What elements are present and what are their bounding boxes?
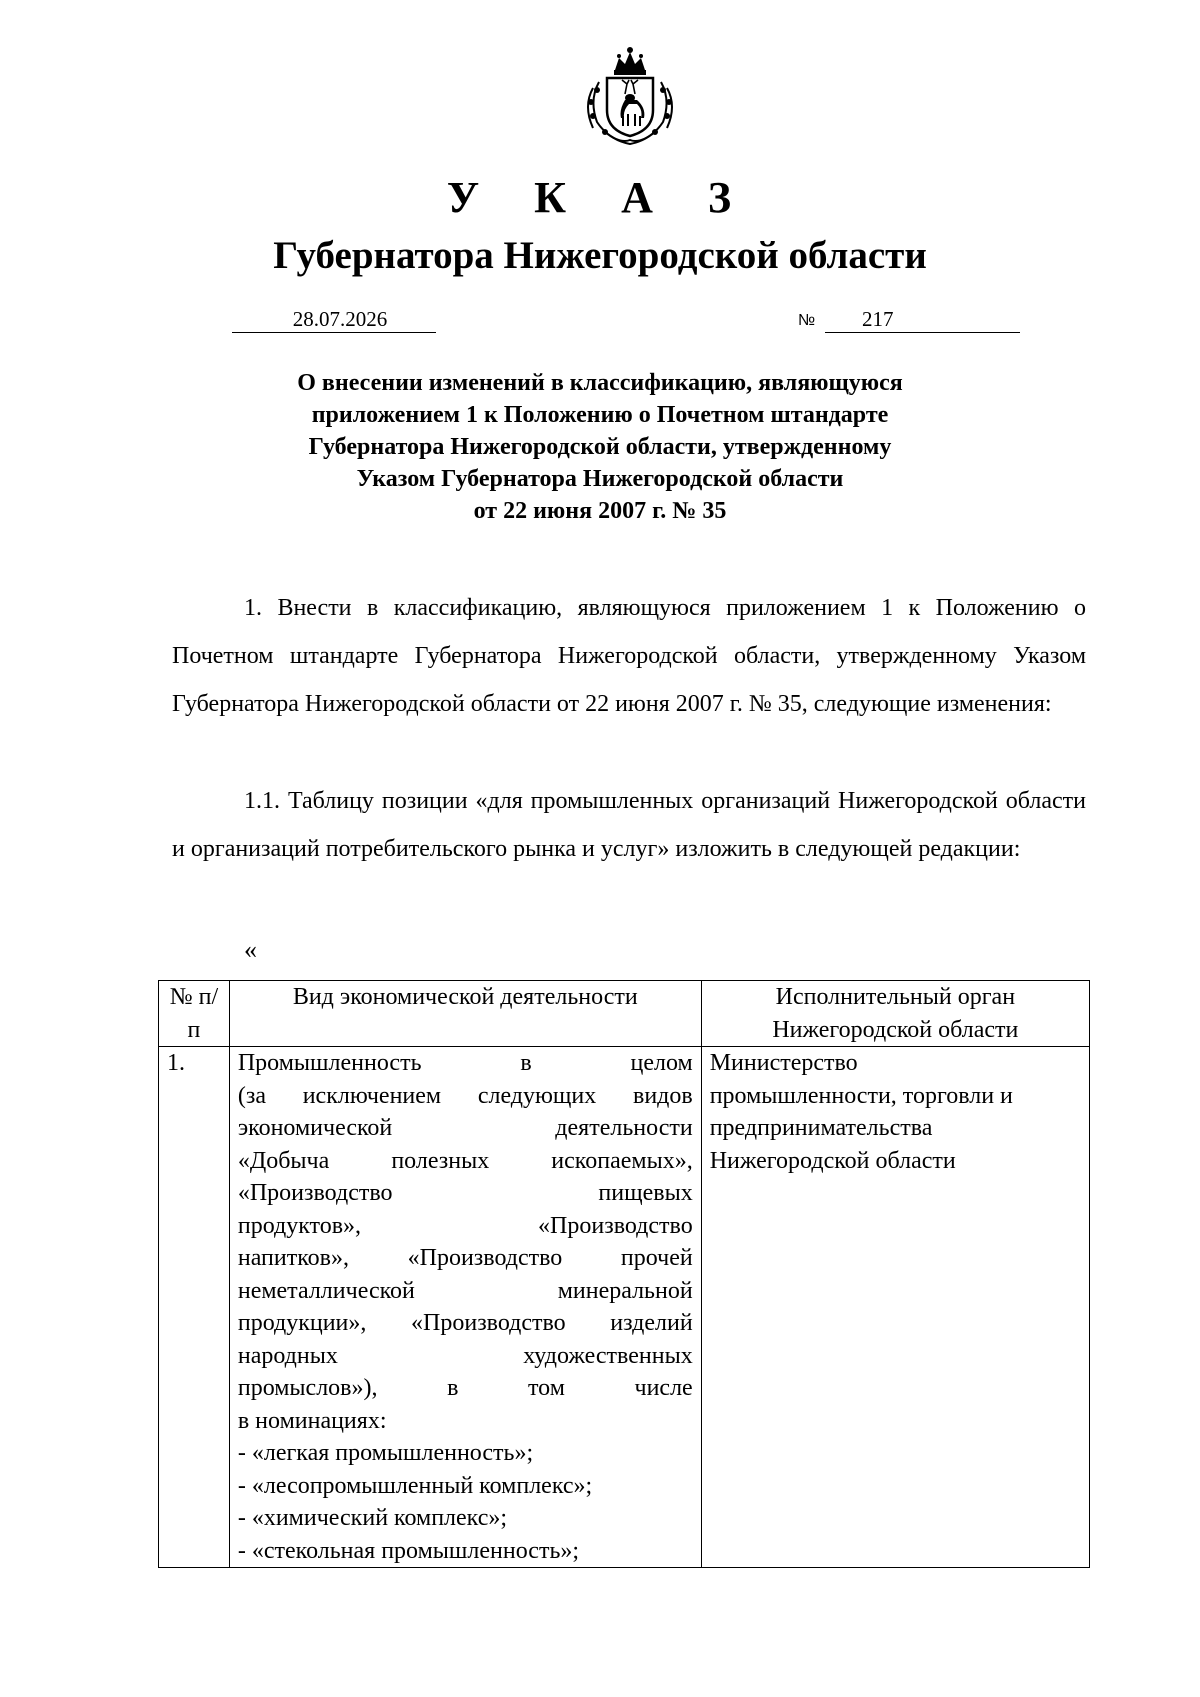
executive-body-line: Министерство [709,1050,858,1076]
opening-quote: « [244,935,257,964]
heading-line: Губернатора Нижегородской области, утвержденному [308,434,892,460]
paragraph-1-1: 1.1. Таблицу позиции «для промышленных организаций Нижегородской области и организаций потребительского рынка и услуг» изложить в следующей редакции: [172,788,1086,862]
activity-line: Промышленность в целом [237,1050,693,1076]
nomination-item: - «химический комплекс»; [237,1505,508,1531]
column-header-body: Исполнительный орган Нижегородской области [701,981,1089,1047]
classification-table [158,980,1090,1568]
executive-body-cell [701,1047,1089,1568]
decree-heading [0,367,1200,527]
activity-line: продукции», «Производство изделий [237,1310,693,1336]
activity-line: народных художественных [237,1342,693,1369]
activity-line: «Добыча полезных ископаемых», [237,1147,693,1174]
activity-line: неметаллической минеральной [237,1277,693,1304]
activity-line: напитков», «Производство прочей [237,1245,693,1271]
activity-line: экономической деятельности [237,1115,693,1141]
heading-line: от 22 июня 2007 г. № 35 [473,498,727,524]
activity-description [238,1047,693,1437]
table-header-row [159,981,1090,1047]
coat-of-arms-emblem [575,40,685,150]
executive-body-line: промышленности, торговли и [709,1082,1013,1109]
row-number: 1. [159,1047,230,1568]
activity-line: промыслов»), в том числе [237,1375,693,1401]
nomination-item: - «легкая промышленность»; [237,1440,534,1466]
document-type-title: У К А З [446,173,754,222]
issuer-title: Губернатора Нижегородской области [273,234,927,277]
column-header-activity: Вид экономической деятельности [229,981,701,1047]
number-sign: № [798,312,816,329]
column-header-number: № п/п [159,981,230,1047]
activity-cell [229,1047,701,1568]
heading-line: приложением 1 к Положению о Почетном штандарте [311,402,889,428]
activity-line: «Производство пищевых [237,1180,693,1206]
table-row [159,1047,1090,1568]
activity-line: продуктов», «Производство [237,1212,693,1239]
nomination-item: - «лесопромышленный комплекс»; [237,1472,593,1499]
paragraph-1: 1. Внести в классификацию, являющуюся приложением 1 к Положению о Почетном штандарте Губернатора Нижегородской области, утвержденному Указом Губернатора Нижегородской области от 22 июня 2007 г. № 35, следующие изменения: [172,595,1086,717]
executive-body-line: предпринимательства [709,1115,933,1141]
decree-date: 28.07.2026 [232,306,436,333]
executive-body-line: Нижегородской области [709,1147,956,1174]
activity-line: в номинациях: [237,1407,387,1434]
decree-number: 217 [825,306,1020,333]
nomination-item: - «стекольная промышленность»; [237,1537,580,1564]
activity-line: (за исключением следующих видов [237,1082,693,1109]
heading-line: Указом Губернатора Нижегородской области [356,466,844,492]
heading-line: О внесении изменений в классификацию, являющуюся [297,370,903,396]
